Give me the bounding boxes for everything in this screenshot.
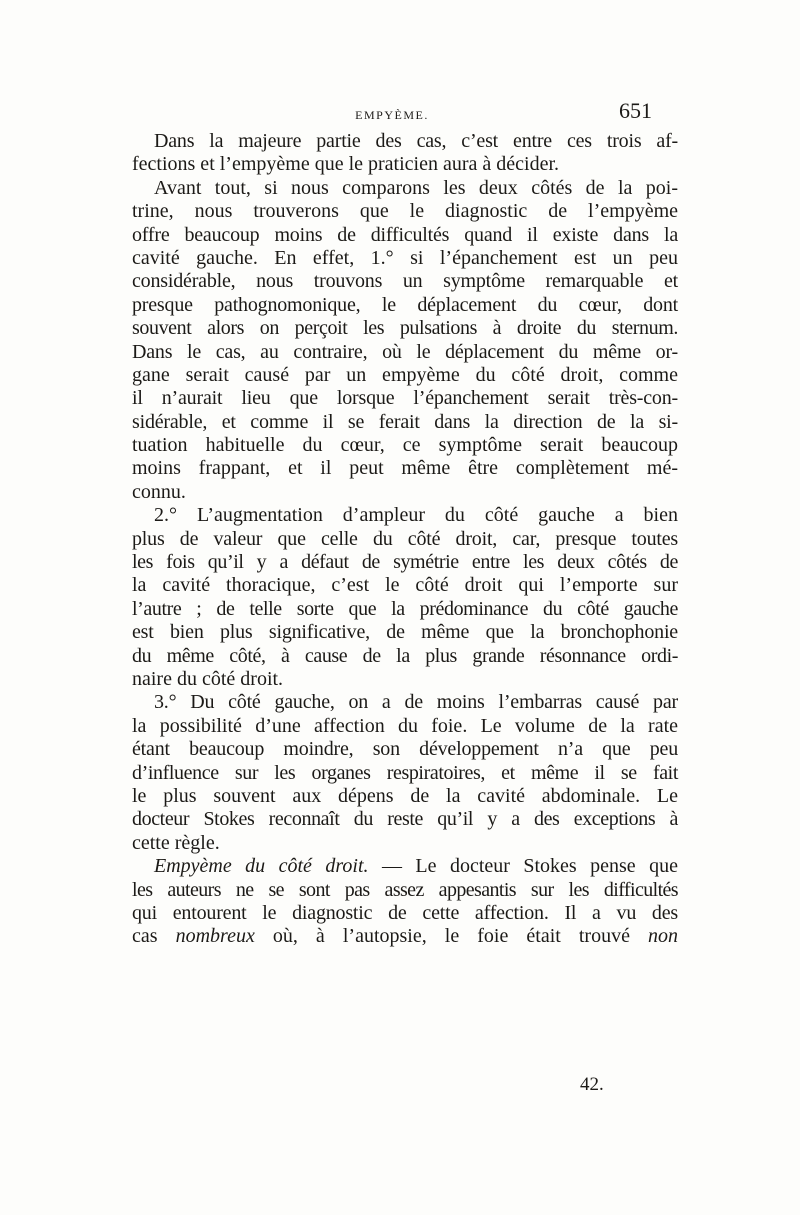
text-line: les fois qu’il y a défaut de symétrie entre les deux côtés de (132, 551, 678, 574)
text-line: le plus souvent aux dépens de la cavité abdominale. Le (132, 784, 678, 807)
text-line: la possibilité d’une affection du foie. Le volume de la rate (132, 714, 678, 737)
text-line: naire du côté droit. (132, 667, 284, 690)
text-line: cette règle. (132, 831, 220, 854)
text-line: docteur Stokes reconnaît du reste qu’il y a des exceptions à (132, 808, 678, 831)
text-line: il n’aurait lieu que lorsque l’épanchement serait très-con- (132, 387, 678, 410)
text-line: Dans le cas, au contraire, où le déplacement du même or- (132, 340, 678, 363)
text-line: qui entourent le diagnostic de cette affection. Il a vu des (132, 901, 678, 924)
text-line: cavité gauche. En effet, 1.° si l’épanchement est un peu (132, 246, 678, 269)
text-line-mixed (132, 925, 678, 948)
text-run: cas (132, 925, 176, 948)
text-line: souvent alors on perçoit les pulsations à droite du sternum. (132, 317, 678, 340)
signature-mark: 42. (580, 1074, 604, 1095)
text-run: Le docteur Stokes pense que (415, 855, 679, 878)
text-line: moins frappant, et il peut même être complètement mé- (132, 457, 678, 480)
em-dash: — (368, 855, 416, 878)
text-line: plus de valeur que celle du côté droit, car, presque toutes (132, 527, 678, 550)
section-heading-line (132, 855, 678, 878)
text-line: Dans la majeure partie des cas, c’est entre ces trois af- (154, 130, 678, 152)
text-line: 2.° L’augmentation d’ampleur du côté gauche a bien (154, 504, 678, 527)
text-line: les auteurs ne se sont pas assez appesantis sur les difficultés (132, 878, 678, 901)
page-number: 651 (619, 98, 652, 123)
running-head (132, 98, 652, 128)
text-line: tuation habituelle du cœur, ce symptôme serait beaucoup (132, 434, 678, 457)
text-line: offre beaucoup moins de difficultés quand il existe dans la (132, 223, 678, 246)
italic-word: nombreux (175, 925, 255, 948)
text-line: d’influence sur les organes respiratoires, et même il se fait (132, 761, 678, 784)
text-line: l’autre ; de telle sorte que la prédominance du côté gauche (132, 597, 678, 620)
text-line: la cavité thoracique, c’est le côté droit qui l’emporte sur (132, 574, 678, 597)
text-line: étant beaucoup moindre, son développement n’a que peu (132, 738, 678, 761)
text-run: où, à l’autopsie, le foie était trouvé (272, 925, 630, 948)
text-line: considérable, nous trouvons un symptôme remarquable et (132, 270, 678, 293)
section-title: Empyème du côté droit. (154, 855, 369, 878)
text-line: gane serait causé par un empyème du côté droit, comme (132, 363, 678, 386)
text-line: sidérable, et comme il se ferait dans la direction de la si- (132, 410, 678, 433)
text-line: trine, nous trouverons que le diagnostic de l’empyème (132, 200, 678, 223)
text-line: connu. (132, 480, 186, 503)
text-line: du même côté, à cause de la plus grande résonnance ordi- (132, 644, 678, 667)
text-line: presque pathognomonique, le déplacement du cœur, dont (132, 293, 678, 316)
text-line: Avant tout, si nous comparons les deux côtés de la poi- (154, 176, 678, 199)
text-line: est bien plus significative, de même que la bronchophonie (132, 621, 678, 644)
body-text (132, 130, 678, 949)
text-line: fections et l’empyème que le praticien aura à décider. (132, 153, 560, 176)
text-line: 3.° Du côté gauche, on a de moins l’embarras causé par (154, 691, 678, 714)
running-title: EMPYÈME. (355, 108, 429, 122)
italic-word: non (648, 925, 678, 948)
